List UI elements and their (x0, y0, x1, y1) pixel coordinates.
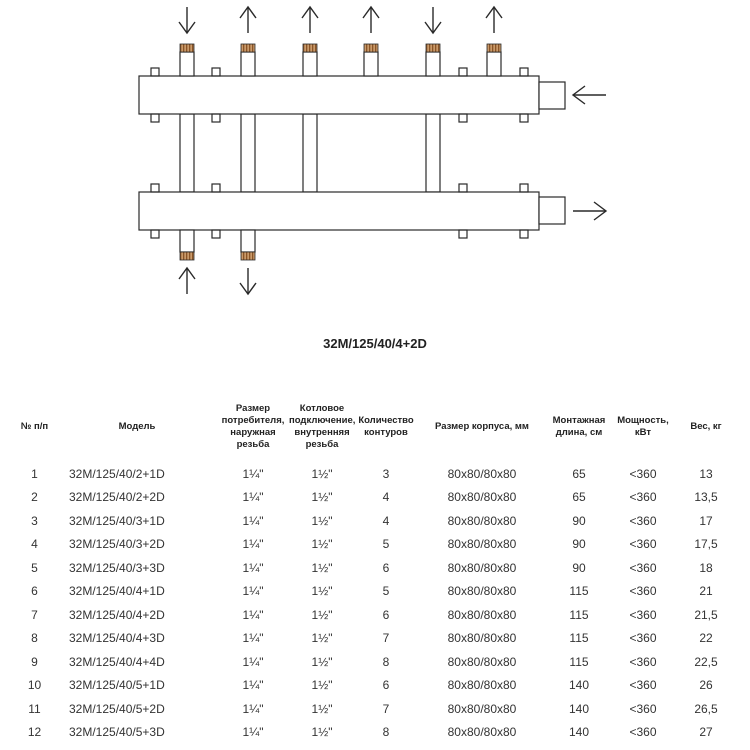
consumer-thread-size: 1¼" (242, 654, 264, 669)
consumer-thread-size: 1¼" (242, 513, 264, 528)
table-row (12, 486, 737, 510)
weight: 18 (699, 560, 713, 575)
bottom-outlet-nozzle (539, 197, 565, 224)
circuit-count: 5 (382, 537, 390, 552)
arrow-down-icon (179, 7, 195, 33)
mounting-length: 90 (572, 560, 586, 575)
arrow-up-icon (363, 7, 379, 33)
weight: 21 (699, 584, 713, 599)
mounting-length: 65 (572, 466, 586, 481)
row-number: 7 (31, 607, 38, 622)
col-header-circuits: Количество контуров (358, 415, 414, 438)
power: <360 (629, 725, 657, 740)
circuit-count: 7 (382, 701, 390, 716)
weight: 13 (699, 466, 713, 481)
model-name: 32M/125/40/2+1D (69, 466, 165, 481)
col-header-body-size: Размер корпуса, мм (435, 421, 529, 432)
mounting-length: 140 (568, 701, 590, 716)
col-header-number: № п/п (20, 421, 49, 432)
boiler-thread-size: 1½" (311, 631, 333, 646)
boiler-thread-size: 1½" (311, 725, 333, 740)
circuit-count: 6 (382, 560, 390, 575)
weight: 21,5 (694, 607, 718, 622)
consumer-thread-size: 1¼" (242, 725, 264, 740)
body-size: 80x80/80x80 (447, 537, 517, 552)
specifications-table (12, 392, 737, 744)
table-row (12, 580, 737, 604)
weight: 13,5 (694, 490, 718, 505)
table-row (12, 674, 737, 698)
power: <360 (629, 560, 657, 575)
circuit-count: 8 (382, 654, 390, 669)
power: <360 (629, 584, 657, 599)
consumer-thread-size: 1¼" (242, 584, 264, 599)
model-name: 32M/125/40/4+2D (69, 607, 165, 622)
table-header-row (12, 392, 737, 462)
mounting-length: 115 (569, 584, 589, 599)
row-number: 9 (31, 654, 38, 669)
consumer-thread-size: 1¼" (242, 701, 264, 716)
arrow-right-icon (573, 202, 606, 220)
power: <360 (629, 701, 657, 716)
col-header-model: Модель (118, 421, 156, 432)
power: <360 (629, 490, 657, 505)
row-number: 10 (27, 678, 42, 693)
body-size: 80x80/80x80 (447, 678, 517, 693)
body-size: 80x80/80x80 (447, 607, 517, 622)
body-size: 80x80/80x80 (447, 725, 517, 740)
row-number: 12 (27, 725, 42, 740)
mounting-length: 140 (568, 725, 590, 740)
mounting-length: 115 (569, 654, 589, 669)
boiler-thread-size: 1½" (311, 490, 333, 505)
boiler-thread-size: 1½" (311, 513, 333, 528)
power: <360 (629, 654, 657, 669)
model-name: 32M/125/40/5+3D (69, 725, 165, 740)
table-row (12, 462, 737, 486)
row-number: 8 (31, 631, 38, 646)
row-number: 6 (31, 584, 38, 599)
boiler-thread-size: 1½" (311, 678, 333, 693)
circuit-count: 4 (382, 513, 390, 528)
row-number: 11 (28, 701, 41, 716)
circuit-count: 6 (382, 607, 390, 622)
body-size: 80x80/80x80 (447, 701, 517, 716)
table-row (12, 721, 737, 745)
body-size: 80x80/80x80 (447, 466, 517, 481)
power: <360 (629, 607, 657, 622)
body-size: 80x80/80x80 (447, 631, 517, 646)
consumer-thread-size: 1¼" (242, 631, 264, 646)
weight: 26,5 (694, 701, 718, 716)
weight: 17 (699, 513, 713, 528)
bottom-outlet-pipes (180, 230, 255, 252)
table-row (12, 627, 737, 651)
table-row (12, 556, 737, 580)
row-number: 1 (31, 466, 38, 481)
table-row (12, 533, 737, 557)
consumer-thread-size: 1¼" (242, 537, 264, 552)
top-outlet-nozzle (539, 82, 565, 109)
consumer-thread-size: 1¼" (242, 490, 264, 505)
arrow-up-icon (240, 7, 256, 33)
col-header-length: Монтажная длина, см (552, 415, 606, 438)
row-number: 2 (31, 490, 38, 505)
circuit-count: 3 (382, 466, 390, 481)
table-row (12, 603, 737, 627)
power: <360 (629, 466, 657, 481)
boiler-thread-size: 1½" (311, 466, 333, 481)
consumer-thread-size: 1¼" (242, 466, 264, 481)
boiler-thread-size: 1½" (311, 607, 333, 622)
body-size: 80x80/80x80 (447, 490, 517, 505)
boiler-thread-size: 1½" (311, 560, 333, 575)
row-number: 5 (31, 560, 38, 575)
consumer-thread-size: 1¼" (242, 560, 264, 575)
boiler-thread-size: 1½" (311, 584, 333, 599)
arrow-up-icon (179, 268, 195, 294)
body-size: 80x80/80x80 (447, 513, 517, 528)
col-header-power: Мощность, кВт (617, 415, 669, 438)
col-header-weight: Вес, кг (690, 421, 722, 432)
mounting-length: 140 (568, 678, 590, 693)
mounting-length: 90 (572, 513, 586, 528)
boiler-thread-size: 1½" (311, 701, 333, 716)
circuit-count: 5 (382, 584, 390, 599)
arrow-left-icon (573, 86, 606, 104)
power: <360 (629, 631, 657, 646)
circuit-count: 4 (382, 490, 390, 505)
table-row (12, 509, 737, 533)
arrow-up-icon (486, 7, 502, 33)
mounting-length: 115 (569, 607, 589, 622)
table-row (12, 650, 737, 674)
connector-tubes (180, 114, 440, 192)
consumer-thread-size: 1¼" (242, 607, 264, 622)
circuit-count: 8 (382, 725, 390, 740)
model-name: 32M/125/40/4+1D (69, 584, 165, 599)
model-name: 32M/125/40/3+1D (69, 513, 165, 528)
power: <360 (629, 513, 657, 528)
model-name: 32M/125/40/4+3D (69, 631, 165, 646)
mounting-length: 90 (572, 537, 586, 552)
weight: 27 (699, 725, 713, 740)
col-header-consumer-size: Размер потребителя, наружная резьба (221, 403, 285, 450)
body-size: 80x80/80x80 (447, 560, 517, 575)
top-outlet-pipes (180, 52, 501, 76)
weight: 17,5 (694, 537, 718, 552)
arrow-down-icon (240, 268, 256, 294)
weight: 26 (699, 678, 713, 693)
boiler-thread-size: 1½" (311, 537, 333, 552)
mounting-length: 115 (569, 631, 589, 646)
arrow-up-icon (302, 7, 318, 33)
model-name: 32M/125/40/4+4D (69, 654, 165, 669)
circuit-count: 7 (382, 631, 390, 646)
power: <360 (629, 537, 657, 552)
model-name: 32M/125/40/5+2D (69, 701, 165, 716)
model-name: 32M/125/40/3+2D (69, 537, 165, 552)
circuit-count: 6 (382, 678, 390, 693)
mounting-length: 65 (572, 490, 586, 505)
weight: 22 (699, 631, 713, 646)
top-header (139, 76, 539, 114)
power: <360 (629, 678, 657, 693)
body-size: 80x80/80x80 (447, 654, 517, 669)
table-row (12, 697, 737, 721)
model-title: 32M/125/40/4+2D (323, 336, 427, 351)
weight: 22,5 (694, 654, 718, 669)
row-number: 4 (31, 537, 38, 552)
bottom-header (139, 192, 539, 230)
arrow-down-icon (425, 7, 441, 33)
model-name: 32M/125/40/3+3D (69, 560, 165, 575)
consumer-thread-size: 1¼" (242, 678, 264, 693)
manifold-diagram (0, 0, 750, 310)
boiler-thread-size: 1½" (311, 654, 333, 669)
body-size: 80x80/80x80 (447, 584, 517, 599)
model-name: 32M/125/40/2+2D (69, 490, 165, 505)
row-number: 3 (31, 513, 38, 528)
col-header-boiler-connection: Котловое подключение, внутренняя резьба (289, 403, 356, 450)
model-name: 32M/125/40/5+1D (69, 678, 165, 693)
